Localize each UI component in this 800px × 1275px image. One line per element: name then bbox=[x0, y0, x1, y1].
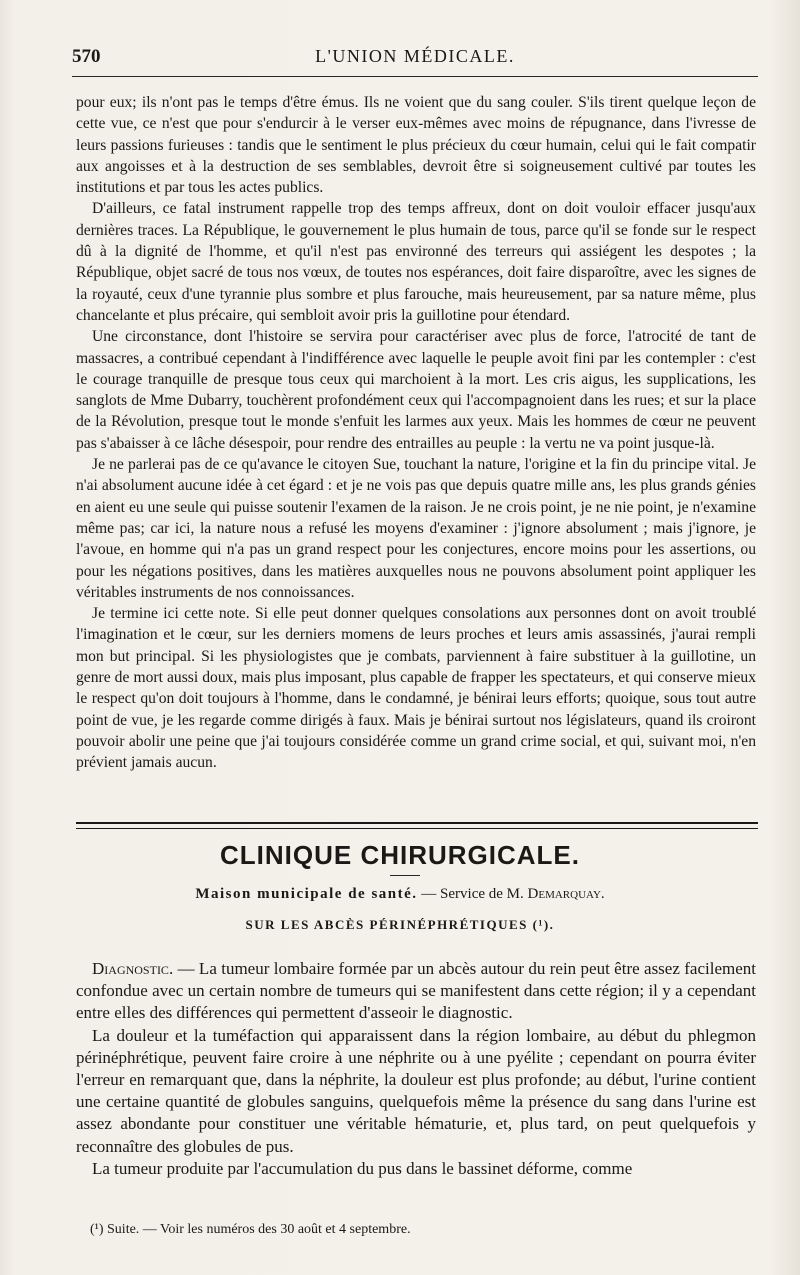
paragraph: La tumeur produite par l'accumulation du pus dans le bassinet déforme, comme bbox=[92, 1158, 633, 1178]
service-chief: Demarquay. bbox=[527, 886, 605, 902]
section-subheading bbox=[0, 886, 800, 903]
paragraph: Je ne parlerai pas de ce qu'avance le citoyen Sue, touchant la nature, l'origine et la fin du principe vital. Je n'ai absolument aucune idée à cet égard : et je ne vois pas que depuis quatre mille ans, les plus grands génies en aient eu une seule qui puisse soutenir l'examen de la raison. Je ne crois point, je ne nie point, je n'examine même pas; car ici, la nature nous a refusé les moyens d'examiner : j'ignore absolument ; mais j'ignore, je l'avoue, en homme qui n'a pas un grand respect pour les conjectures, encore moins pour les assertions, ou pour les négations positives, dans les matières auxquelles nous ne pouvons absolument point appliquer les véritables instruments de nos connoissances. bbox=[76, 456, 756, 601]
institution-name: Maison municipale de santé. bbox=[195, 886, 418, 902]
footnote: (¹) Suite. — Voir les numéros des 30 août et 4 septembre. bbox=[90, 1222, 411, 1237]
running-title: L'UNION MÉDICALE. bbox=[315, 46, 515, 66]
title-dash bbox=[390, 875, 420, 876]
paragraph: pour eux; ils n'ont pas le temps d'être émus. Ils ne voient que du sang couler. S'ils tirent quelque leçon de cette vue, ce n'est que pour s'endurcir à le verser eux-mêmes avec moins de répugnance, dans l'ivresse de leurs passions furieuses : tandis que le sentiment le plus précieux du cœur humain, celui qui le fait compatir aux angoisses et à la destruction de ses semblables, devroit être si soigneusement cultivé par toutes les institutions et par tous les actes publics. bbox=[76, 94, 756, 197]
article-subject: SUR LES ABCÈS PÉRINÉPHRÉTIQUES (¹). bbox=[245, 917, 555, 932]
page-number: 570 bbox=[72, 46, 101, 67]
paragraph-text: — La tumeur lombaire formée par un abcès autour du rein peut être assez facilement confondue avec un certain nombre de tumeurs qui se manifestent dans cette région; il y a cependant entre elles des différences qui permettent d'asseoir le diagnostic. bbox=[76, 959, 756, 1023]
paragraph bbox=[76, 958, 756, 1025]
paragraph: Une circonstance, dont l'histoire se servira pour caractériser avec plus de force, l'atrocité de tant de massacres, a contribué cependant à l'indifférence avec laquelle le peuple avoit fini par les contempler : c'est le courage tranquille de presque tous ceux qui marchoient à la mort. Les cris aigus, les supplications, les sanglots de Mme Dubarry, touchèrent profondément ceux qui l'accompagnoient dans les rues; et sur la place de la Révolution, presque tout le monde s'enfuit les larmes aux yeux. Mais les hommes de cœur ne peuvent pas s'abaisser à ce lâche désespoir, pour rendre des entrailles au peuple : la vertu ne va point jusque-là. bbox=[76, 328, 756, 452]
page-header bbox=[70, 44, 760, 74]
clinic-body bbox=[76, 958, 756, 1180]
diagnostic-lead: Diagnostic. bbox=[92, 959, 174, 978]
article-body bbox=[76, 92, 756, 774]
paragraph: D'ailleurs, ce fatal instrument rappelle trop des temps affreux, dont on doit vouloir effacer jusqu'aux dernières traces. La République, le gouvernement le plus humain de tous, parce qu'il se fonde sur le respect dû à la dignité de l'homme, et qu'il n'est pas environné des terreurs qui assiégent les despotes ; la République, objet sacré de tous nos vœux, de toutes nos espérances, doit faire disparoître, avec les signes de la royauté, ceux d'une tyrannie plus sombre et plus farouche, mais heureusement, par sa nature même, plus chancelante et plus précaire, qui sembloit avoir pris la guillotine pour étendard. bbox=[76, 200, 756, 324]
section-title: CLINIQUE CHIRURGICALE. bbox=[220, 840, 580, 870]
paragraph: La douleur et la tuméfaction qui apparaissent dans la région lombaire, au début du phlegmon périnéphrétique, peuvent faire croire à une néphrite ou à une pyélite ; cependant on pourra éviter l'erreur en remarquant que, dans la néphrite, la douleur est plus profonde; au début, l'urine contient une certaine quantité de globules sanguins, quelquefois même la présence du sang dans l'urine est assez abondante pour constituer une véritable hématurie, et, plus tard, on peut quelquefois y reconnaître des globules de pus. bbox=[76, 1025, 756, 1156]
paragraph: Je termine ici cette note. Si elle peut donner quelques consolations aux personnes dont on avoit troublé l'imagination et le cœur, sur les derniers momens de leurs proches et leurs amis assassinés, j'aurai rempli mon but principal. Si les physiologistes que je combats, parviennent à faire substituer à la guillotine, un genre de mort aussi doux, mais plus imposant, plus capable de frapper les spectateurs, et qui conserve mieux le respect qu'on doit toujours à l'homme, dans le condamné, je bénirai leurs efforts; quoique, sous tout autre point de vue, je les regarde comme dirigés à faux. Mais je bénirai surtout nos législateurs, quand ils croiront pouvoir abolir une peine que j'ai toujours considérée comme un grand crime social, et qui, suivant moi, n'en prévient jamais aucun. bbox=[76, 605, 756, 772]
service-label: — Service de M. bbox=[417, 886, 528, 902]
section-divider bbox=[76, 822, 758, 829]
header-rule bbox=[72, 76, 758, 77]
